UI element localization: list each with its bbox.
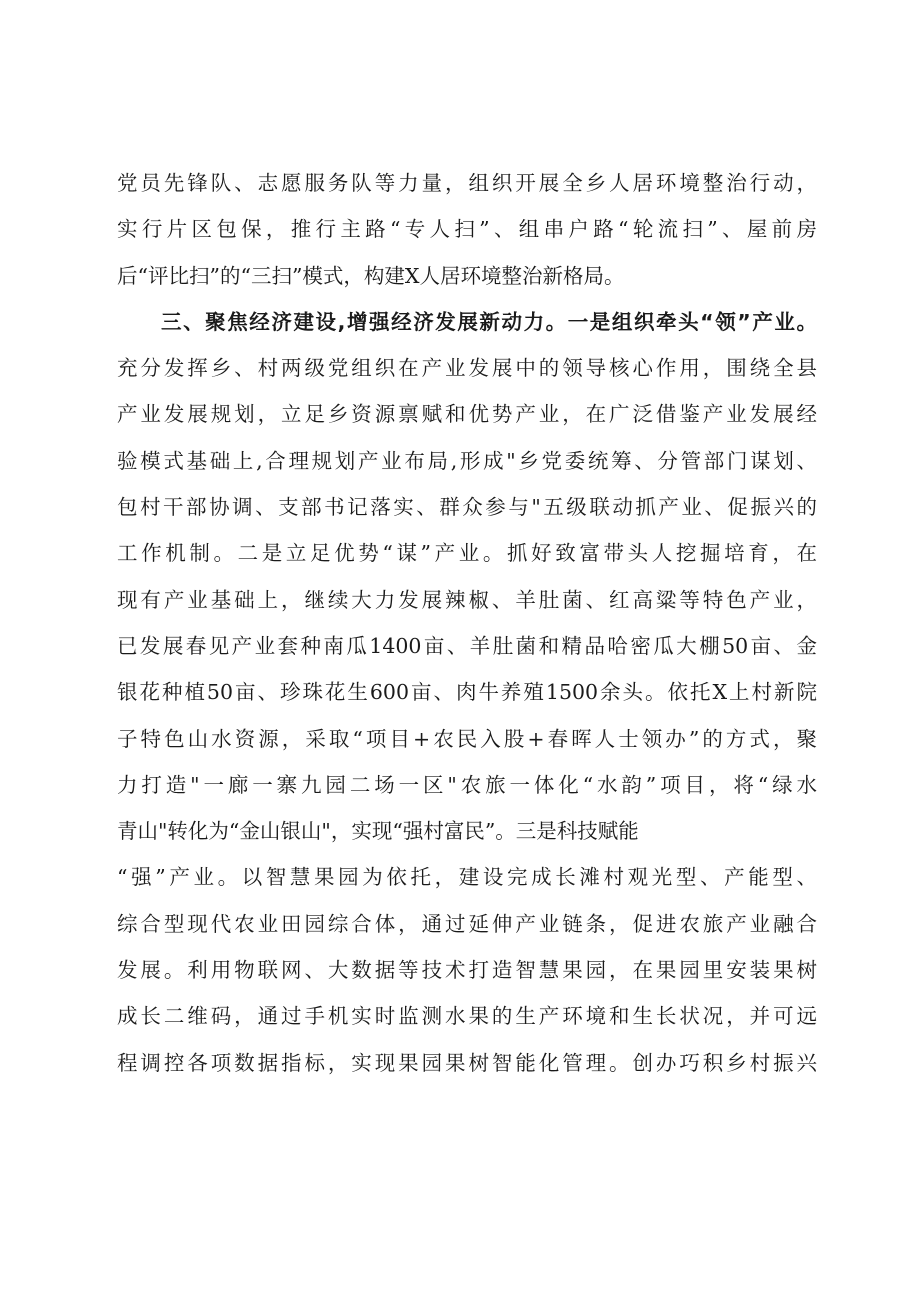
- text-line-11: 已发展春见产业套种南瓜1400亩、羊肚菌和精品哈密瓜大棚50亩、金: [117, 633, 817, 658]
- text-line-16: “强”产业。以智慧果园为依托，建设完成长滩村观光型、产能型、: [117, 865, 817, 890]
- text-line-19: 成长二维码，通过手机实时监测水果的生产环境和生长状况，并可远: [117, 1004, 817, 1029]
- text-line-14: 力打造"一廊一寨九园二场一区"农旅一体化“水韵”项目，将“绿水: [117, 772, 817, 797]
- text-line-17: 综合型现代农业田园综合体，通过延伸产业链条，促进农旅产业融合: [117, 911, 817, 936]
- text-line-12: 银花种植50亩、珍珠花生600亩、肉牛养殖1500余头。依托X上村新院: [117, 680, 817, 705]
- text-line-2: 实行片区包保，推行主路“专人扫”、组串户路“轮流扫”、屋前房: [117, 217, 817, 242]
- body-text: [117, 160, 817, 1086]
- text-line-7: 验模式基础上,合理规划产业布局,形成"乡党委统筹、分管部门谋划、: [117, 448, 817, 473]
- text-line-20: 程调控各项数据指标，实现果园果树智能化管理。创办巧积乡村振兴: [117, 1050, 817, 1075]
- text-line-8: 包村干部协调、支部书记落实、群众参与"五级联动抓产业、促振兴的: [117, 495, 817, 520]
- text-line-15: 青山"转化为“金山银山"，实现“强村富民”。三是科技赋能: [117, 819, 639, 844]
- text-line-10: 现有产业基础上，继续大力发展辣椒、羊肚菌、红高粱等特色产业，: [117, 587, 817, 612]
- text-line-5: 充分发挥乡、村两级党组织在产业发展中的领导核心作用，围绕全县: [117, 356, 817, 381]
- text-line-1: 党员先锋队、志愿服务队等力量，组织开展全乡人居环境整治行动，: [117, 171, 817, 195]
- text-line-13: 子特色山水资源，采取“项目+农民入股+春晖人士领办”的方式，聚: [117, 726, 817, 751]
- text-line-3: 后“评比扫”的“三扫”模式，构建X人居环境整治新格局。: [117, 263, 625, 288]
- text-line-9: 工作机制。二是立足优势“谋”产业。抓好致富带头人挖掘培育，在: [117, 541, 817, 566]
- text-line-18: 发展。利用物联网、大数据等技术打造智慧果园，在果园里安装果树: [117, 958, 817, 983]
- text-line-6: 产业发展规划，立足乡资源禀赋和优势产业，在广泛借鉴产业发展经: [117, 402, 817, 427]
- section-heading-line: 三、聚焦经济建设,增强经济发展新动力。一是组织牵头“领”产业。: [161, 309, 817, 334]
